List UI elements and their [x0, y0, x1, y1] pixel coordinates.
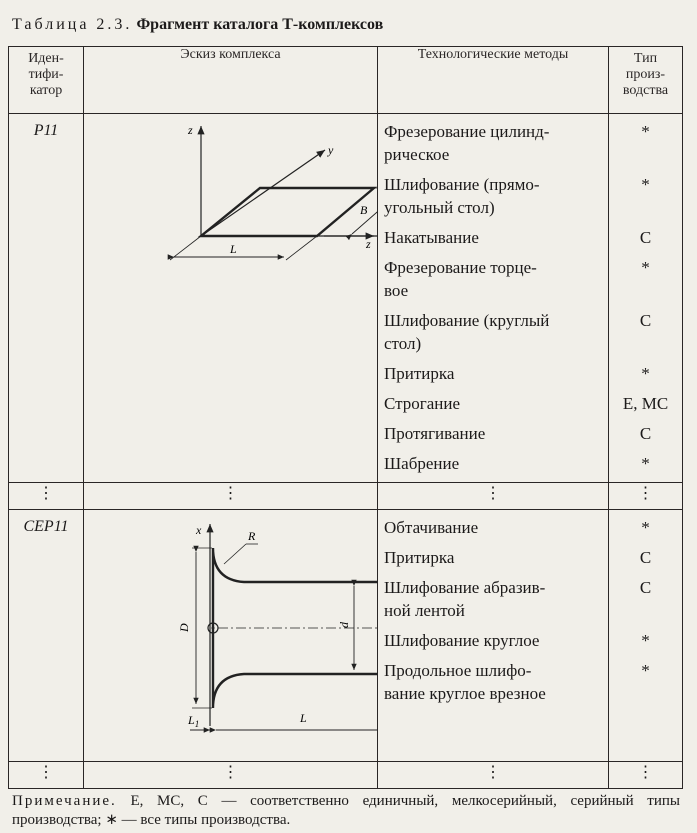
- types-cell: [609, 114, 683, 483]
- method-line: Шлифование (круглый: [384, 311, 550, 330]
- method-line: угольный стол): [384, 198, 495, 217]
- method-item: [384, 173, 602, 219]
- l-label: L: [300, 711, 307, 725]
- ellipsis: ⋮: [84, 483, 378, 510]
- method-line: Фрезерование цилинд-: [384, 122, 550, 141]
- ellipsis: ⋮: [9, 483, 84, 510]
- r-leader: [224, 544, 246, 564]
- ellipsis-row: [9, 483, 683, 510]
- method-line: ной лентой: [384, 601, 465, 620]
- type-value: *: [641, 454, 650, 473]
- method-item: [384, 256, 602, 302]
- l1-main: L: [188, 713, 195, 727]
- types-cell: [609, 510, 683, 762]
- ellipsis: ⋮: [84, 762, 378, 789]
- header-methods: Технологические методы: [378, 47, 609, 114]
- header-id-line: катор: [29, 83, 63, 98]
- caption-label: Таблица 2.3.: [12, 16, 133, 33]
- ellipsis: ⋮: [378, 483, 609, 510]
- method-line: Строгание: [384, 394, 461, 413]
- note-text: Е, МС, С — соответственно единичный, мелкосерийный, серийный типы производства; ∗ — все типы производства.: [12, 793, 680, 828]
- row-id: P11: [9, 114, 84, 483]
- header-id: [9, 47, 84, 114]
- header-type-line: водства: [622, 83, 669, 98]
- header-id-line: Иден-: [28, 51, 64, 66]
- type-value: *: [641, 364, 650, 383]
- header-type: [609, 47, 683, 114]
- method-line: Фрезерование торце-: [384, 258, 537, 277]
- l1-label: [187, 713, 199, 729]
- sketch-cep11: [84, 510, 378, 762]
- method-line: Протягивание: [384, 424, 486, 443]
- l-ext-line: [286, 236, 317, 260]
- type-value: Е, МС: [622, 394, 669, 413]
- z-axis-label: z: [188, 123, 193, 137]
- l-label: L: [230, 242, 237, 256]
- header-sketch: Эскиз комплекса: [84, 47, 378, 114]
- method-item: [384, 422, 602, 445]
- method-item: [384, 120, 602, 166]
- type-value: *: [641, 122, 650, 141]
- method-line: Шабрение: [384, 454, 460, 473]
- method-line: вание круглое врезное: [384, 684, 546, 703]
- method-line: Продольное шлифо-: [384, 661, 532, 680]
- x-axis-label: x: [196, 523, 202, 537]
- type-value: С: [639, 578, 652, 597]
- y-axis-line: [201, 150, 325, 236]
- methods-cell: [378, 114, 609, 483]
- d-small-label: d: [337, 622, 351, 628]
- method-item: [384, 546, 602, 569]
- method-line: Накатывание: [384, 228, 479, 247]
- ellipsis: ⋮: [9, 762, 84, 789]
- type-value: *: [641, 631, 650, 650]
- type-value: С: [639, 548, 652, 567]
- note-label: Примечание.: [12, 793, 117, 809]
- ellipsis: ⋮: [609, 762, 683, 789]
- method-item: [384, 226, 602, 249]
- method-line: Шлифование круглое: [384, 631, 540, 650]
- method-line: Притирка: [384, 548, 455, 567]
- method-item: [384, 392, 602, 415]
- method-item: [384, 309, 602, 355]
- l-ext-line: [170, 236, 201, 260]
- method-line: Шлифование (прямо-: [384, 175, 540, 194]
- table-row: [9, 114, 683, 483]
- method-line: Притирка: [384, 364, 455, 383]
- type-value: *: [641, 175, 650, 194]
- table-note: [12, 792, 680, 830]
- method-item: [384, 452, 602, 475]
- row-id: CEP11: [9, 510, 84, 762]
- method-line: Обтачивание: [384, 518, 479, 537]
- method-line: рическое: [384, 145, 450, 164]
- header-type-line: Тип: [633, 51, 658, 66]
- shaft-sketch: [84, 510, 378, 750]
- method-item: [384, 659, 602, 705]
- header-row: [9, 47, 683, 114]
- caption-title: Фрагмент каталога Т-комплексов: [136, 16, 384, 33]
- type-value: С: [639, 424, 652, 443]
- header-type-line: произ-: [625, 67, 666, 82]
- b-label: B: [360, 203, 368, 217]
- table-row: [9, 510, 683, 762]
- type-value: *: [641, 661, 650, 680]
- method-item: [384, 362, 602, 385]
- table-caption: [12, 16, 383, 34]
- type-value: С: [639, 228, 652, 247]
- catalog-table: [8, 46, 683, 789]
- d-big-label: D: [177, 623, 191, 632]
- type-value: *: [641, 258, 650, 277]
- header-id-line: тифи-: [28, 67, 64, 82]
- method-line: вое: [384, 281, 409, 300]
- surface-parallelogram: [201, 188, 374, 236]
- sketch-p11: [84, 114, 378, 483]
- method-item: [384, 576, 602, 622]
- method-line: Шлифование абразив-: [384, 578, 546, 597]
- ellipsis: ⋮: [378, 762, 609, 789]
- ellipsis-row: [9, 762, 683, 789]
- ellipsis: ⋮: [609, 483, 683, 510]
- type-value: С: [639, 311, 652, 330]
- y-axis-label: y: [328, 143, 334, 157]
- l1-sub: 1: [194, 719, 200, 729]
- methods-cell: [378, 510, 609, 762]
- method-item: [384, 629, 602, 652]
- flat-surface-sketch: [84, 114, 378, 274]
- center-dot: [212, 627, 215, 630]
- z-end-label: z: [366, 237, 371, 251]
- method-item: [384, 516, 602, 539]
- type-value: *: [641, 518, 650, 537]
- method-line: стол): [384, 334, 422, 353]
- r-label: R: [248, 529, 256, 543]
